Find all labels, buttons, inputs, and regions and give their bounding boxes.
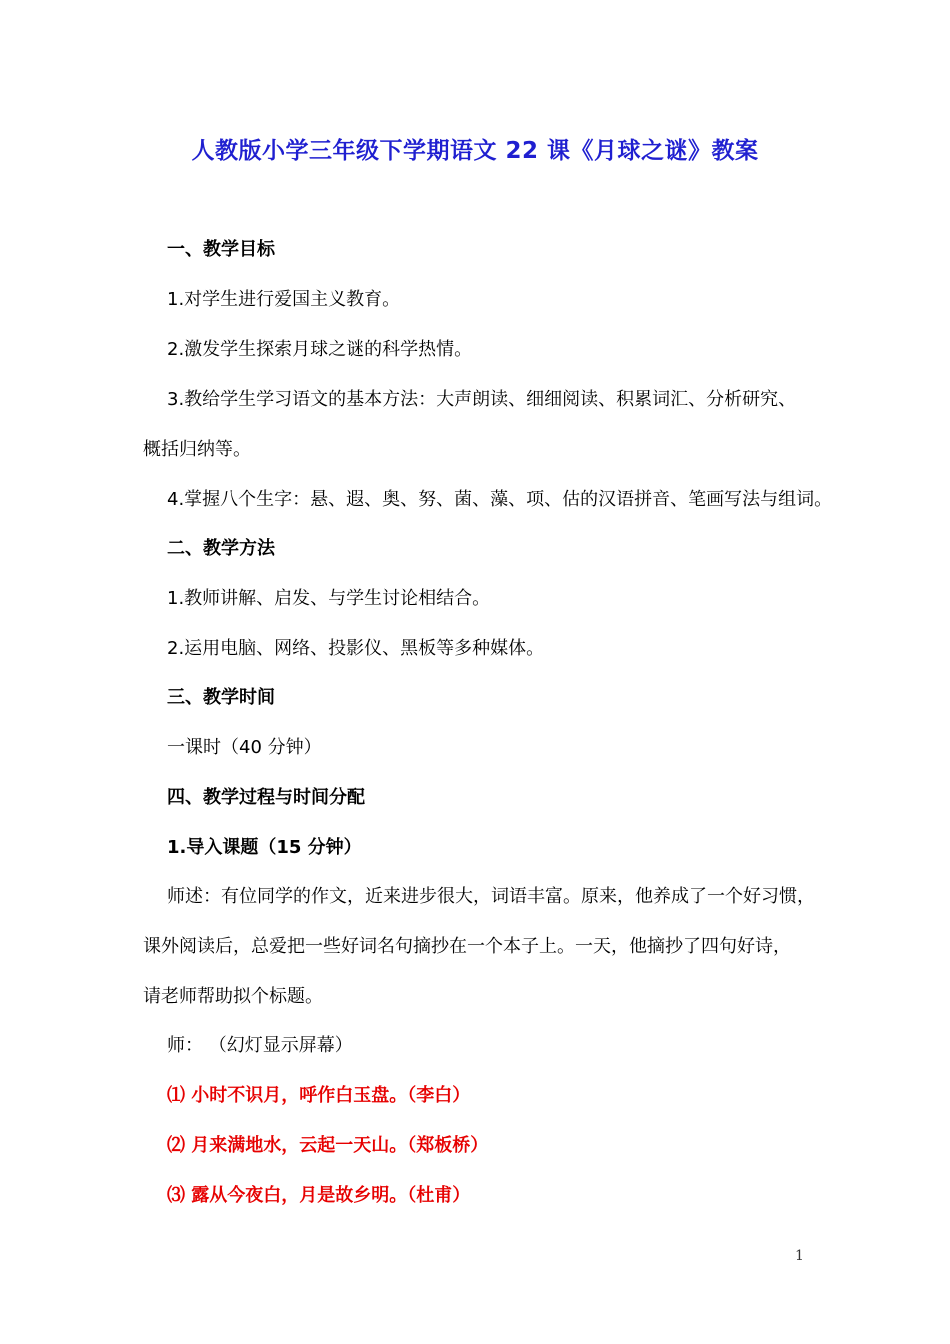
- objective-item-4: 4.掌握八个生字：悬、遐、奥、努、菌、藻、项、估的汉语拼音、笔画写法与组词。: [167, 489, 833, 510]
- objective-item-3-line-1: 3.教给学生学习语文的基本方法：大声朗读、细细阅读、积累词汇、分析研究、: [167, 389, 797, 410]
- section-heading-time: 三、教学时间: [167, 687, 275, 708]
- teacher-line: 师： （幻灯显示屏幕）: [167, 1035, 353, 1056]
- objective-item-1: 1.对学生进行爱国主义教育。: [167, 289, 401, 310]
- objective-item-3-line-2: 概括归纳等。: [143, 439, 251, 460]
- poem-line-1: ⑴ 小时不识月，呼作白玉盘。（李白）: [167, 1085, 471, 1106]
- paragraph-line-3: 请老师帮助拟个标题。: [143, 986, 323, 1007]
- time-text: 一课时（40 分钟）: [167, 737, 322, 758]
- section-heading-methods: 二、教学方法: [167, 538, 275, 559]
- poem-line-3: ⑶ 露从今夜白，月是故乡明。（杜甫）: [167, 1185, 471, 1206]
- objective-item-2: 2.激发学生探索月球之谜的科学热情。: [167, 339, 473, 360]
- section-heading-process: 四、教学过程与时间分配: [167, 787, 365, 808]
- poem-line-2: ⑵ 月来满地水，云起一天山。（郑板桥）: [167, 1135, 489, 1156]
- paragraph-line-2: 课外阅读后，总爱把一些好词名句摘抄在一个本子上。一天，他摘抄了四句好诗，: [143, 936, 791, 957]
- subsection-heading-intro: 1.导入课题（15 分钟）: [167, 837, 362, 858]
- method-item-1: 1.教师讲解、启发、与学生讨论相结合。: [167, 588, 491, 609]
- method-item-2: 2.运用电脑、网络、投影仪、黑板等多种媒体。: [167, 638, 545, 659]
- document-title: 人教版小学三年级下学期语文 22 课《月球之谜》教案: [191, 138, 759, 164]
- paragraph-line-1: 师述：有位同学的作文，近来进步很大，词语丰富。原来，他养成了一个好习惯，: [167, 886, 815, 907]
- section-heading-objectives: 一、教学目标: [167, 239, 275, 260]
- page-number: 1: [795, 1248, 804, 1264]
